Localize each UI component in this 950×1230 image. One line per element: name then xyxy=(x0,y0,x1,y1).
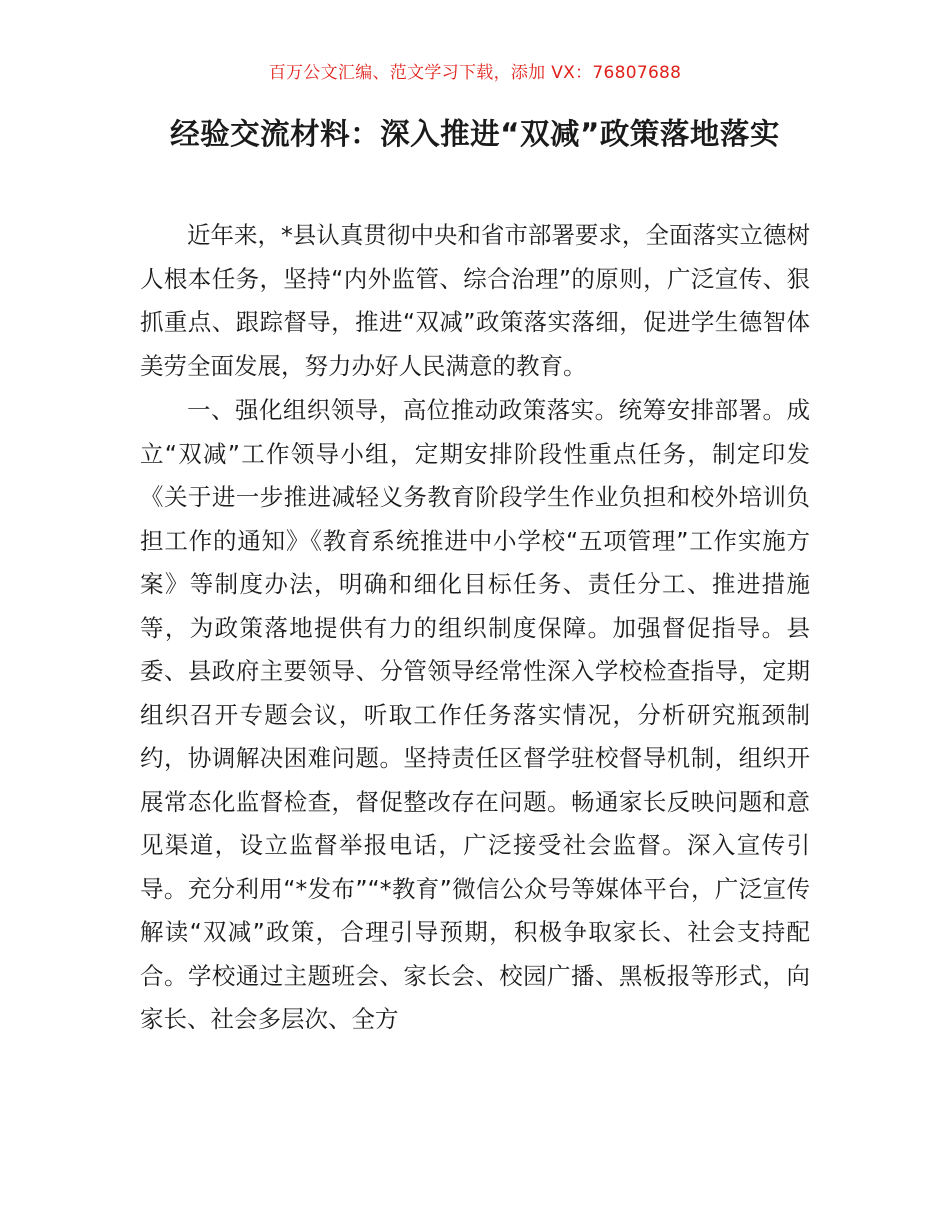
paragraph-intro: 近年来，*县认真贯彻中央和省市部署要求，全面落实立德树人根本任务，坚持“内外监管、综合治理”的原则，广泛宣传、狠抓重点、跟踪督导，推进“双减”政策落实落细，促进学生德智体美劳全面发展，努力办好人民满意的教育。 xyxy=(140,221,810,380)
document-title: 经验交流材料：深入推进“双减”政策落地落实 xyxy=(170,117,780,151)
header-watermark-note: 百万公文汇编、范文学习下载，添加 VX：76807688 xyxy=(268,63,682,83)
paragraph-section-one: 一、强化组织领导，高位推动政策落实。统筹安排部署。成立“双减”工作领导小组，定期安排阶段性重点任务，制定印发《关于进一步推进减轻义务教育阶段学生作业负担和校外培训负担工作的通知》《教育系统推进中小学校“五项管理”工作实施方案》等制度办法，明确和细化目标任务、责任分工、推进措施等，为政策落地提供有力的组织制度保障。加强督促指导。县委、县政府主要领导、分管领导经常性深入学校检查指导，定期组织召开专题会议，听取工作任务落实情况，分析研究瓶颈制约，协调解决困难问题。坚持责任区督学驻校督导机制，组织开展常态化监督检查，督促整改存在问题。畅通家长反映问题和意见渠道，设立监督举报电话，广泛接受社会监督。深入宣传引导。充分利用“*发布”“*教育”微信公众号等媒体平台，广泛宣传解读“双减”政策，合理引导预期，积极争取家长、社会支持配合。学校通过主题班会、家长会、校园广播、黑板报等形式，向家长、社会多层次、全方 xyxy=(140,396,810,1033)
